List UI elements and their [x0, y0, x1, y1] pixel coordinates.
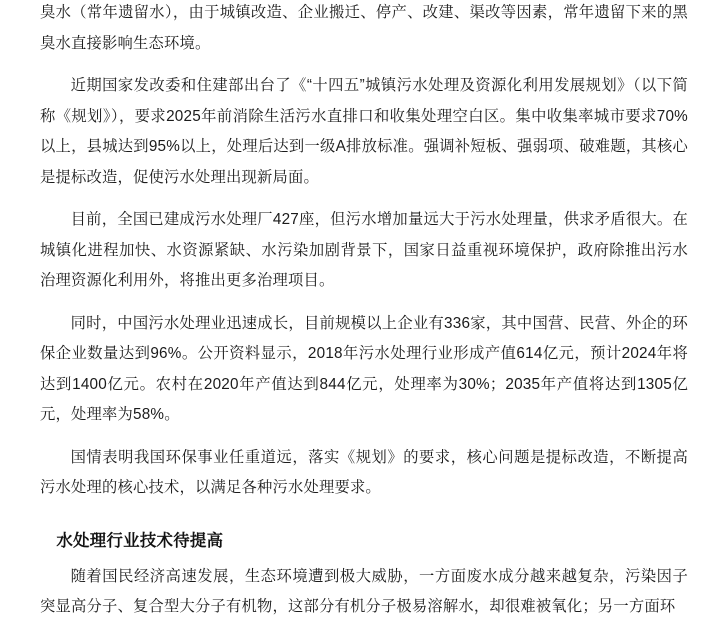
paragraph: 国情表明我国环保事业任重道远，落实《规划》的要求，核心问题是提标改造，不断提高污水处理的核心技术，以满足各种污水处理要求。 — [40, 448, 688, 496]
paragraph: 同时，中国污水处理业迅速成长，目前规模以上企业有336家，其中国营、民营、外企的环保企业数量达到96%。公开资料显示，2018年污水处理行业形成产值614亿元，预计2024年将达到1400亿元。农村在2020年产值达到844亿元，处理率为30%；2035年产值将达到1305亿元，处理率为58%。 — [40, 314, 688, 423]
paragraph: 臭水（常年遗留水），由于城镇改造、企业搬迁、停产、改建、渠改等因素，常年遗留下来的黑臭水直接影响生态环境。 — [40, 4, 688, 52]
paragraph: 近期国家发改委和住建部出台了《“十四五”城镇污水处理及资源化利用发展规划》（以下简称《规划》），要求2025年前消除生活污水直排口和收集处理空白区。集中收集率城市要求70%以上，县城达到95%以上，处理后达到一级A排放标准。强调补短板、强弱项、破难题，其核心是提标改造，促使污水处理出现新局面。 — [40, 77, 688, 186]
paragraph: 目前，全国已建成污水处理厂427座，但污水增加量远大于污水处理量，供求矛盾很大。在城镇化进程加快、水资源紧缺、水污染加剧背景下，国家日益重视环境保护，政府除推出污水治理资源化利用外，将推出更多治理项目。 — [40, 211, 688, 289]
section-heading: 水处理行业技术待提高 — [56, 531, 224, 550]
paragraph: 随着国民经济高速发展，生态环境遭到极大威胁，一方面废水成分越来越复杂，污染因子突显高分子、复合型大分子有机物，这部分有机分子极易溶解水，却很难被氧化；另一方面环 — [40, 567, 688, 615]
document-body — [40, 0, 688, 504]
